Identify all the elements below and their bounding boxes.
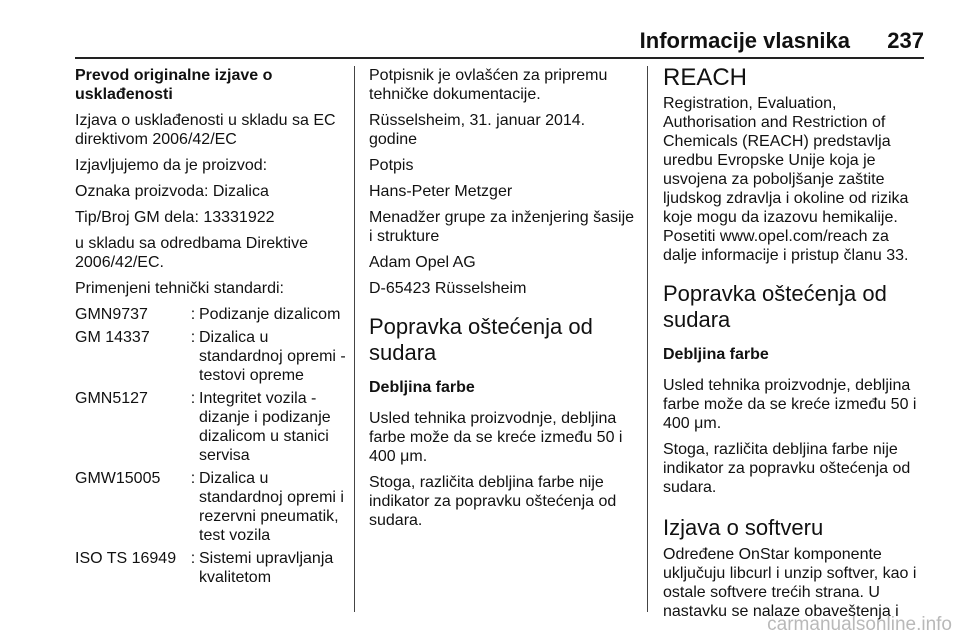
declaration-heading: Prevod originalne izjave o usklađenosti — [75, 67, 273, 103]
paragraph: D-65423 Rüsselsheim — [369, 280, 527, 297]
paragraph: Tip/Broj GM dela: 13331922 — [75, 209, 275, 226]
paragraph: Potpis — [369, 157, 414, 174]
column-divider-2 — [647, 66, 648, 612]
table-row — [75, 469, 347, 549]
standard-code: ISO TS 16949 — [75, 550, 177, 567]
paragraph: Usled tehnika proizvodnje, debljina farbe može da se kreće između 50 i 400 μm. — [663, 377, 917, 432]
separator: : — [190, 390, 196, 407]
table-row — [75, 328, 347, 389]
paint-thickness-subheading: Debljina farbe — [369, 379, 475, 396]
standard-code: GMN9737 — [75, 306, 148, 323]
paragraph: Adam Opel AG — [369, 254, 476, 271]
watermark: carmanualsonline.info — [767, 614, 952, 635]
table-row — [75, 305, 347, 328]
column-3 — [663, 66, 927, 628]
software-paragraph: Određene OnStar komponente uključuju libcurl i unzip softver, kao i ostale softvere trećih strana. U nastavku se nalaze obaveštenja i — [663, 546, 917, 620]
table-row — [75, 389, 347, 469]
paragraph: Usled tehnika proizvodnje, debljina farbe može da se kreće između 50 i 400 μm. — [369, 410, 623, 465]
collision-repair-heading: Popravka oštećenja od sudara — [369, 314, 593, 365]
separator: : — [190, 329, 196, 346]
page-number: 237 — [887, 28, 924, 53]
standard-code: GMW15005 — [75, 470, 161, 487]
table-row — [75, 549, 347, 591]
reach-paragraph: Registration, Evaluation, Authorisation and Restriction of Chemicals (REACH) predstavlja uredbu Evropske Unije koja je usvojena za poboljšanje zaštite ljudskog zdravlja i okoline od rizika koje mogu da izazovu hemikalije. Posetiti www.opel.com/reach za dalje informacije i pristup članu 33. — [663, 95, 909, 264]
reach-heading: REACH — [663, 64, 748, 91]
standard-description: Dizalica u standardnoj opremi - testovi opreme — [199, 329, 346, 384]
standard-description: Sistemi upravljanja kvalitetom — [199, 550, 334, 586]
paragraph: Stoga, različita debljina farbe nije indikator za popravku oštećenja od sudara. — [369, 474, 617, 529]
paragraph: Izjavljujemo da je proizvod: — [75, 157, 268, 174]
paragraph: Primenjeni tehnički standardi: — [75, 280, 284, 297]
paragraph: Izjava o usklađenosti u skladu sa EC direktivom 2006/42/EC — [75, 112, 336, 148]
column-1 — [75, 66, 347, 591]
standard-description: Podizanje dizalicom — [199, 306, 341, 323]
column-divider-1 — [354, 66, 355, 612]
header-divider — [75, 57, 924, 59]
paragraph: Hans-Peter Metzger — [369, 183, 513, 200]
standard-code: GMN5127 — [75, 390, 148, 407]
paint-thickness-subheading: Debljina farbe — [663, 346, 769, 363]
paragraph: Menadžer grupe za inženjering šasije i strukture — [369, 209, 635, 245]
paragraph: Rüsselsheim, 31. januar 2014. godine — [369, 112, 586, 148]
paragraph: Potpisnik je ovlašćen za pripremu tehničke dokumentacije. — [369, 67, 608, 103]
collision-repair-heading: Popravka oštećenja od sudara — [663, 281, 887, 332]
separator: : — [190, 550, 196, 567]
header-title: Informacije vlasnika — [639, 28, 850, 53]
standard-code: GM 14337 — [75, 329, 150, 346]
column-2 — [369, 66, 635, 537]
standard-description: Dizalica u standardnoj opremi i rezervni pneumatik, test vozila — [199, 470, 344, 544]
standard-description: Integritet vozila - dizanje i podizanje dizalicom u stanici servisa — [199, 390, 331, 464]
paragraph: Oznaka proizvoda: Dizalica — [75, 183, 269, 200]
separator: : — [190, 470, 196, 487]
paragraph: u skladu sa odredbama Direktive 2006/42/EC. — [75, 235, 309, 271]
separator: : — [190, 306, 196, 323]
paragraph: Stoga, različita debljina farbe nije indikator za popravku oštećenja od sudara. — [663, 441, 911, 496]
standards-table — [75, 305, 347, 591]
software-heading: Izjava o softveru — [663, 515, 824, 540]
